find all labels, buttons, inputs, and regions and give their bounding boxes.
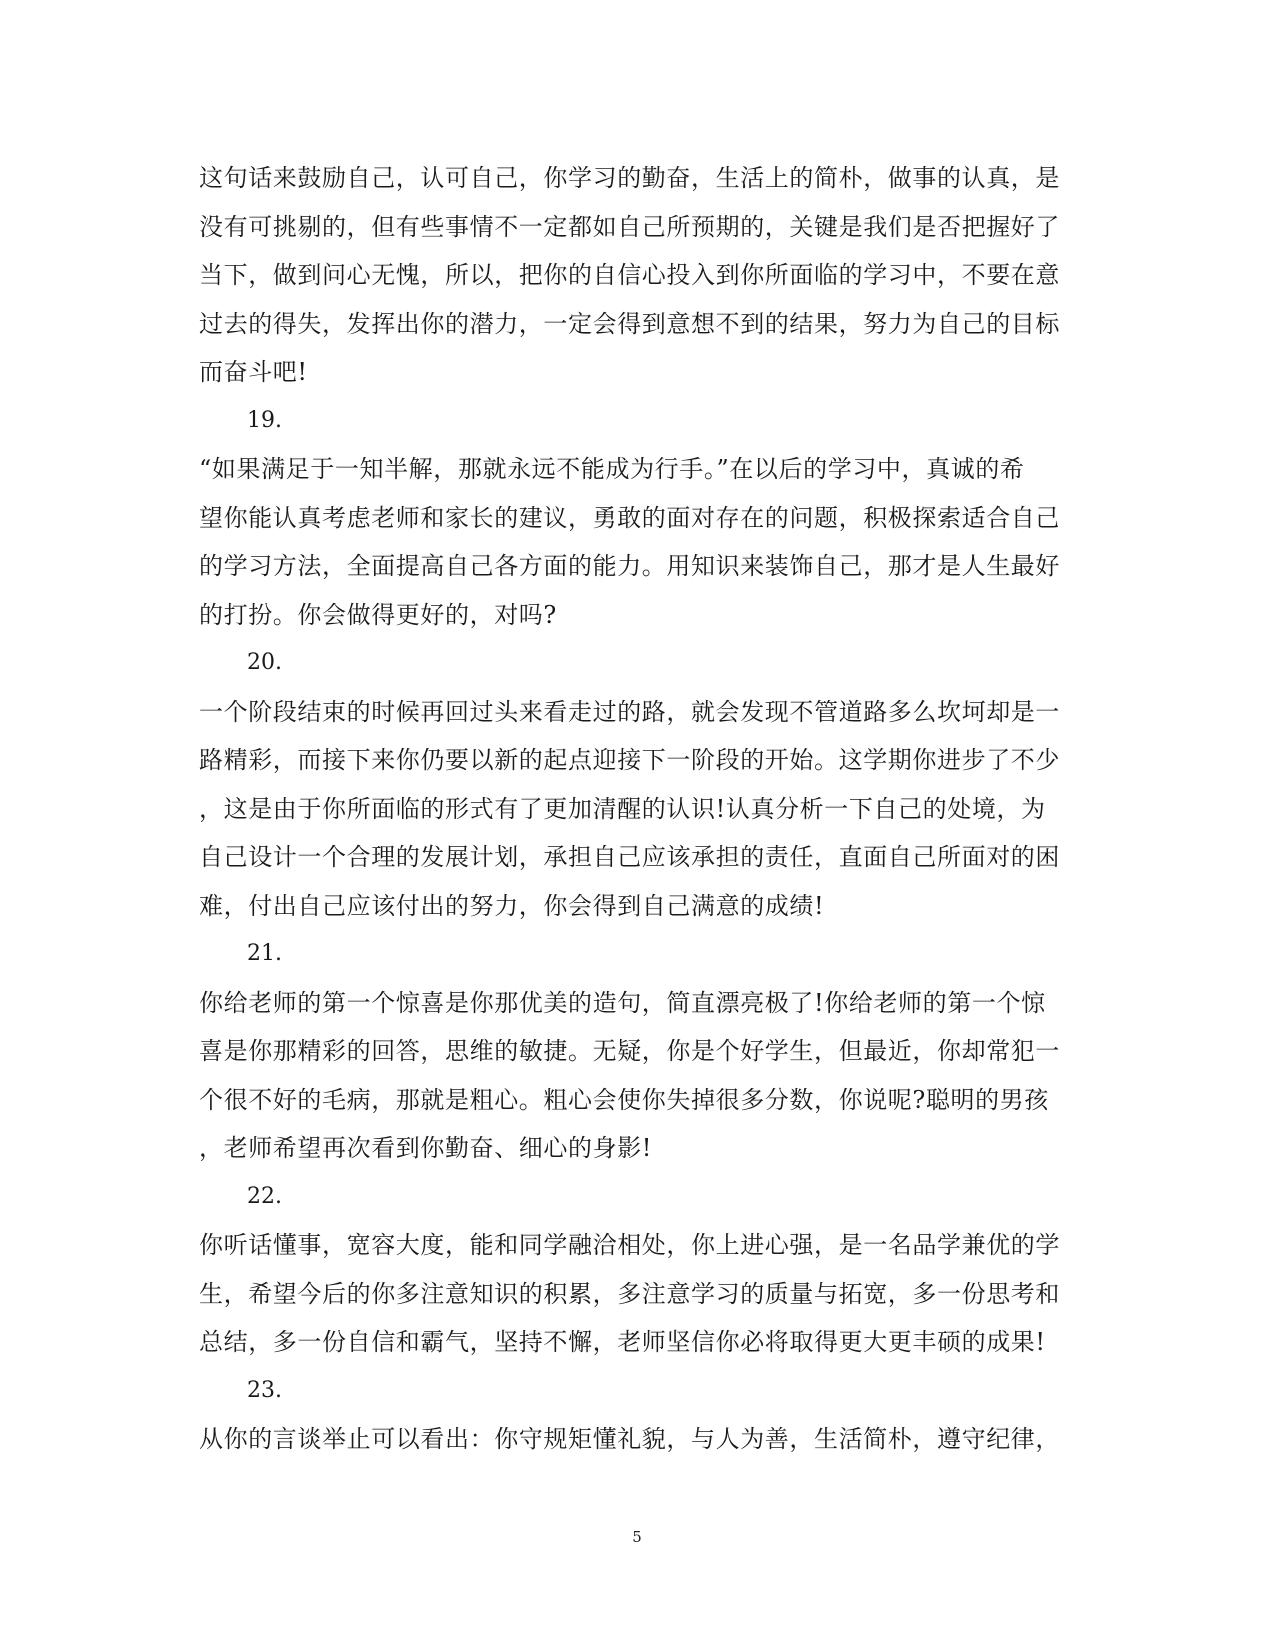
text-line: 这句话来鼓励自己，认可自己，你学习的勤奋，生活上的简朴，做事的认真，是: [199, 164, 1060, 192]
text-line: 的学习方法，全面提高自己各方面的能力。用知识来装饰自己，那才是人生最好: [199, 552, 1060, 580]
text-line: 个很不好的毛病，那就是粗心。粗心会使你失掉很多分数，你说呢?聪明的男孩: [199, 1085, 1049, 1114]
item-number: 19.: [247, 407, 282, 433]
text-line: 当下，做到问心无愧，所以，把你的自信心投入到你所面临的学习中，不要在意: [199, 261, 1060, 289]
text-line: 一个阶段结束的时候再回过头来看走过的路，就会发现不管道路多么坎坷却是一: [199, 697, 1060, 726]
text-line: ，老师希望再次看到你勤奋、细心的身影!: [199, 1134, 653, 1162]
text-line: 路精彩，而接下来你仍要以新的起点迎接下一阶段的开始。这学期你进步了不少: [199, 746, 1060, 774]
text-line: 你听话懂事，宽容大度，能和同学融洽相处，你上进心强，是一名品学兼优的学: [199, 1231, 1060, 1259]
item-number: 23.: [247, 1377, 282, 1403]
page-number: 5: [632, 1528, 642, 1546]
text-line: 生，希望今后的你多注意知识的积累，多注意学习的质量与拓宽，多一份思考和: [199, 1279, 1060, 1308]
text-line: 望你能认真考虑老师和家长的建议，勇敢的面对存在的问题，积极探索适合自己: [199, 503, 1060, 532]
item-number: 20.: [247, 650, 282, 675]
text-line: 而奋斗吧!: [199, 358, 308, 386]
text-line: 喜是你那精彩的回答，思维的敏捷。无疑，你是个好学生，但最近，你却常犯一: [199, 1037, 1060, 1065]
document-body: [199, 154, 1079, 1464]
text-line: 过去的得失，发挥出你的潜力，一定会得到意想不到的结果，努力为自己的目标: [199, 309, 1060, 338]
text-line: 从你的言谈举止可以看出：你守规矩懂礼貌，与人为善，生活简朴，遵守纪律，: [199, 1425, 1060, 1453]
text-line: 你给老师的第一个惊喜是你那优美的造句，简直漂亮极了!你给老师的第一个惊: [199, 988, 1046, 1017]
item-number: 22.: [247, 1183, 282, 1209]
text-line: ，这是由于你所面临的形式有了更加清醒的认识!认真分析一下自己的处境，为: [199, 794, 1046, 823]
item-number: 21.: [247, 941, 282, 966]
text-line: “如果满足于一知半解，那就永远不能成为行手。”在以后的学习中，真诚的希: [199, 455, 1025, 483]
text-line: 难，付出自己应该付出的努力，你会得到自己满意的成绩!: [199, 891, 825, 920]
text-line: 总结，多一份自信和霸气，坚持不懈，老师坚信你必将取得更大更丰硕的成果!: [199, 1328, 1046, 1356]
text-line: 的打扮。你会做得更好的，对吗?: [199, 600, 557, 629]
text-line: 自己设计一个合理的发展计划，承担自己应该承担的责任，直面自己所面对的困: [199, 843, 1060, 871]
text-line: 没有可挑剔的，但有些事情不一定都如自己所预期的，关键是我们是否把握好了: [199, 212, 1060, 241]
